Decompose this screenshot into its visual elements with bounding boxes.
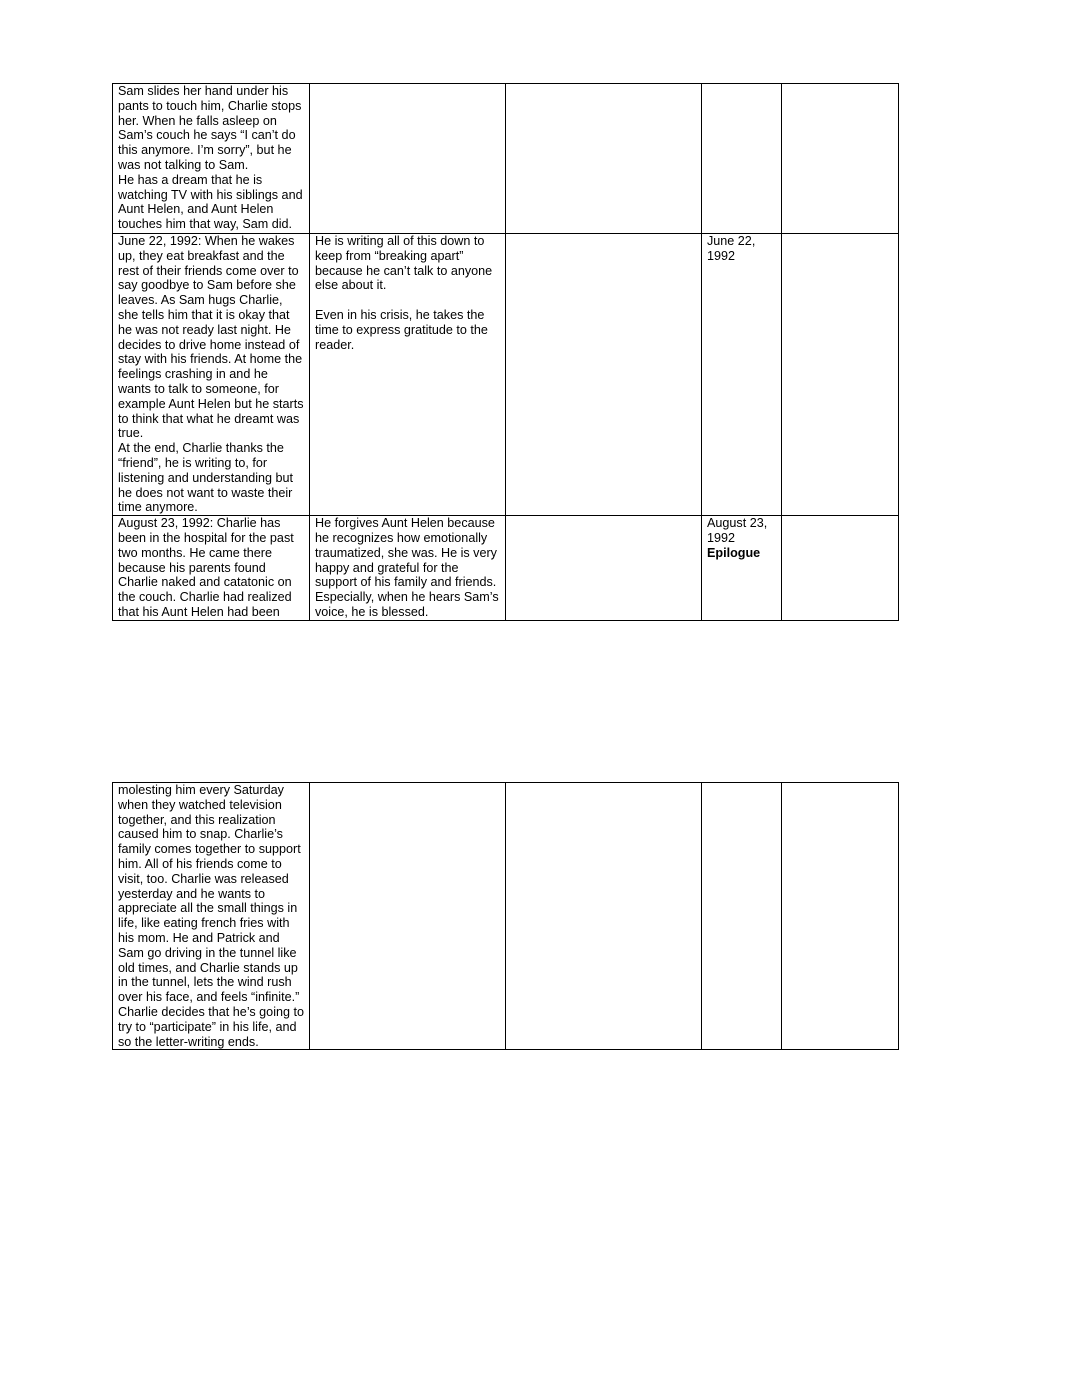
summary-text: August 23, 1992: Charlie has been in the hospital for the past two months. He came there because his parents found Charlie naked and catatonic on the couch. Charlie had realized that his Aunt Helen had been: [118, 516, 294, 619]
summary-text: Sam slides her hand under his pants to touch him, Charlie stops her. When he falls asleep on Sam’s couch he says “I can’t do this anymore. I’m sorry”, but he was not talking to Sam. He has a dream that he is watching TV with his siblings and Aunt Helen, and Aunt Helen touches him that way, Sam did.: [118, 84, 303, 232]
analysis-text: He is writing all of this down to keep from “breaking apart” because he can’t talk to anyone else about it.: [315, 234, 493, 293]
table-row: [113, 516, 899, 621]
empty-cell: [506, 84, 702, 234]
date-cell: [702, 84, 782, 234]
analysis-text: Even in his crisis, he takes the time to express gratitude to the reader.: [315, 307, 488, 352]
analysis-cell: [310, 234, 506, 516]
notes-cell: [782, 783, 899, 1050]
analysis-cell: [310, 783, 506, 1050]
table-row: [113, 783, 899, 1050]
analysis-text: He forgives Aunt Helen because he recognizes how emotionally traumatized, she was. He is very happy and grateful for the support of his family and friends. Especially, when he hears Sam’s voice, he is blessed.: [315, 516, 499, 619]
summary-cell: [113, 84, 310, 234]
section-label: Epilogue: [707, 545, 761, 560]
summary-cell: [113, 783, 310, 1050]
notes-cell: [782, 84, 899, 234]
table-row: [113, 84, 899, 234]
summary-text: June 22, 1992: When he wakes up, they eat breakfast and the rest of their friends come over to say goodbye to Sam before she leaves. As Sam hugs Charlie, she tells him that it is okay that he was not ready last night. He decides to drive home instead of stay with his friends. At home the feelings crashing in and he wants to talk to someone, for example Aunt Helen but he starts to think that what he dreamt was true. At the end, Charlie thanks the “friend”, he is writing to, for listening and understanding but he does not want to waste their time anymore.: [118, 234, 304, 515]
date-text: June 22,: [707, 234, 756, 248]
date-cell: [702, 516, 782, 621]
empty-cell: [506, 234, 702, 516]
date-cell: [702, 783, 782, 1050]
empty-cell: [506, 516, 702, 621]
date-year: 1992: [707, 248, 736, 263]
analysis-cell: [310, 516, 506, 621]
table-row: [113, 234, 899, 516]
summary-text: molesting him every Saturday when they watched television together, and this realization caused him to snap. Charlie’s family comes together to support him. All of his friends come to visit, too. Charlie was released yesterday and he wants to appreciate all the small things in life, like eating french fries with his mom. He and Patrick and Sam go driving in the tunnel like old times, and Charlie stands up in the tunnel, lets the wind rush over his face, and feels “infinite.” Charlie decides that he’s going to try to “participate” in his life, and so the letter-writing ends.: [118, 783, 304, 1049]
empty-cell: [506, 783, 702, 1050]
summary-cell: [113, 516, 310, 621]
analysis-cell: [310, 84, 506, 234]
summary-cell: [113, 234, 310, 516]
notes-table-bottom: [112, 782, 899, 1050]
notes-cell: [782, 516, 899, 621]
notes-cell: [782, 234, 899, 516]
date-text: August 23,: [707, 516, 768, 531]
paragraph-gap: [315, 293, 500, 308]
date-year: 1992: [707, 530, 736, 545]
notes-table-top: [112, 83, 899, 621]
date-cell: [702, 234, 782, 516]
